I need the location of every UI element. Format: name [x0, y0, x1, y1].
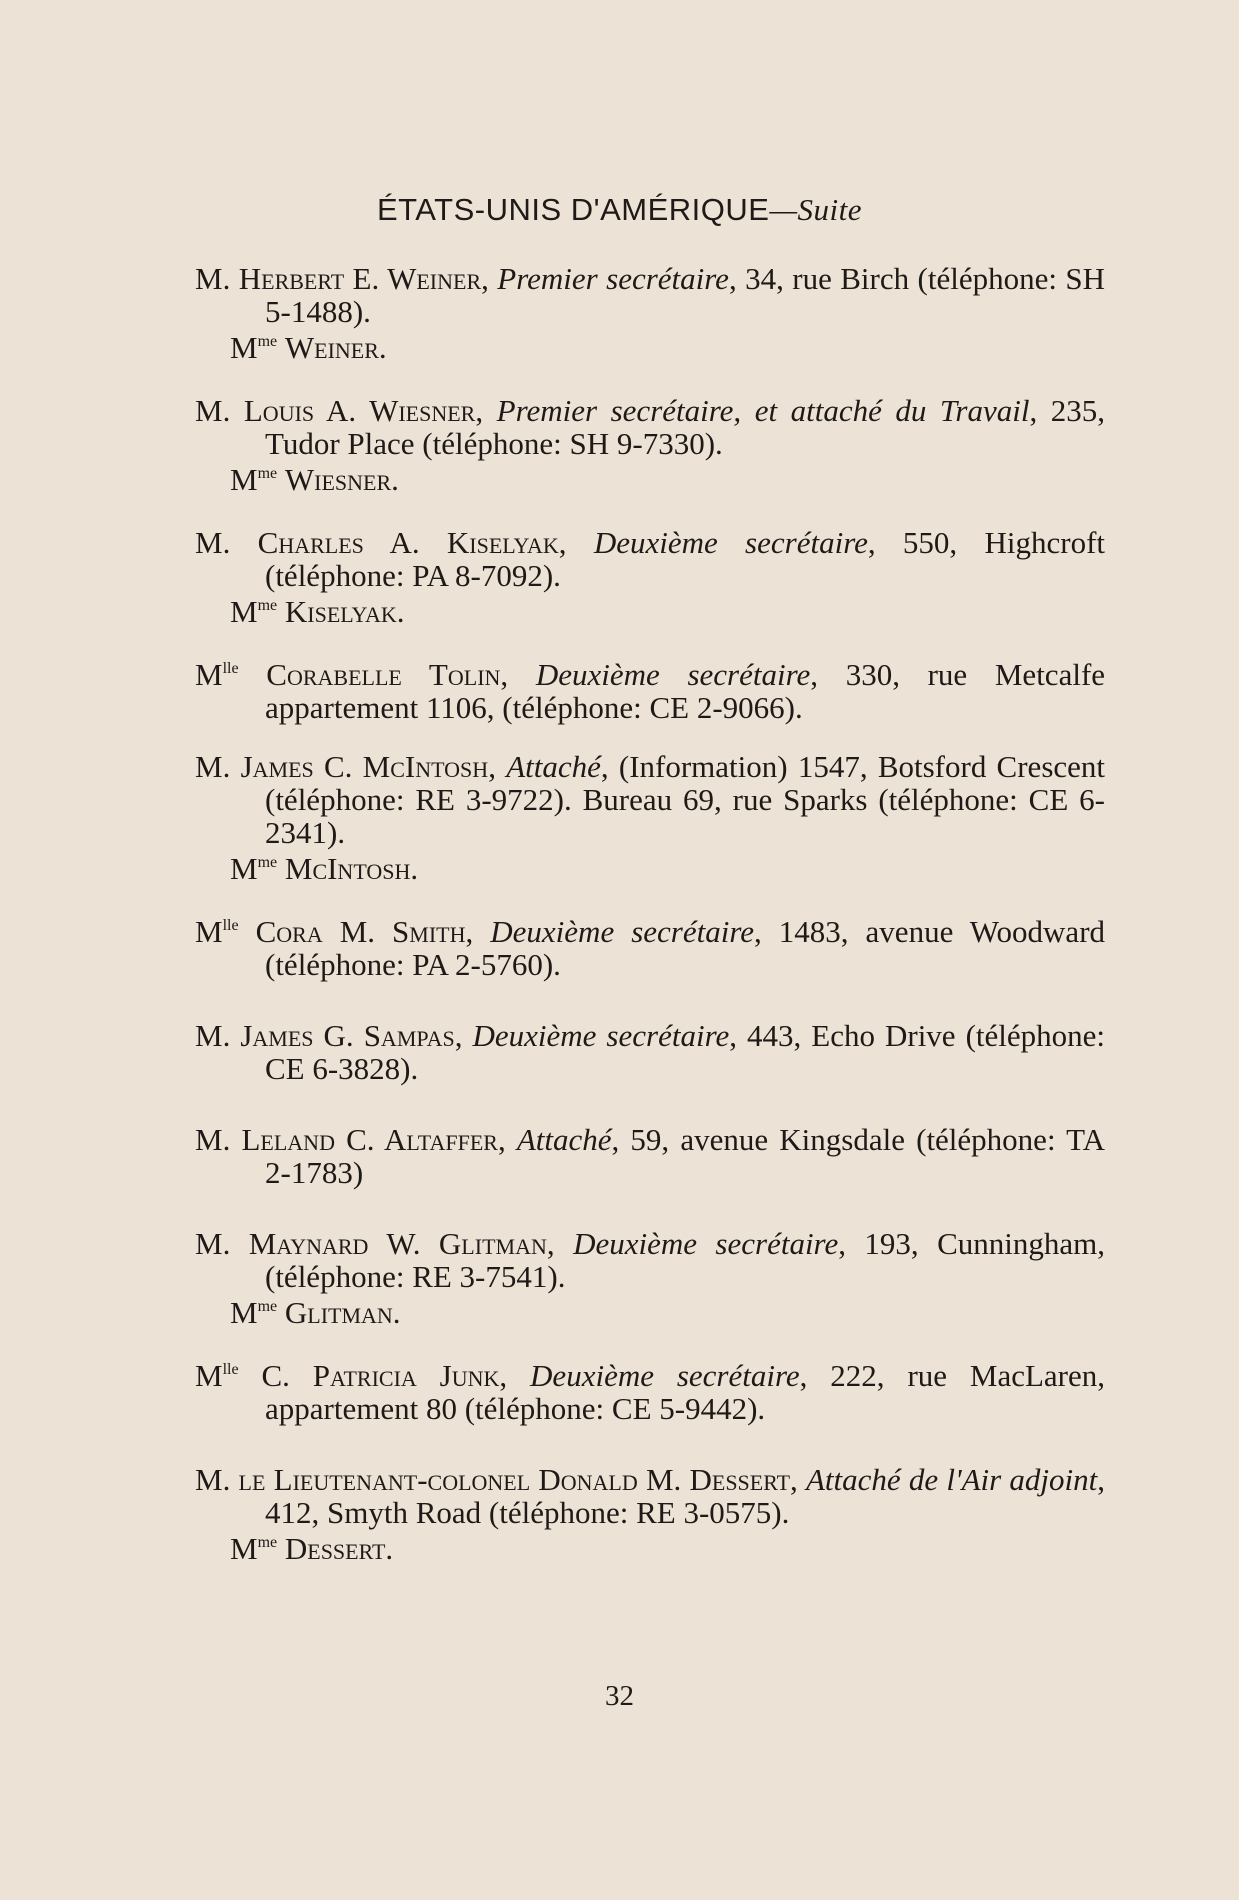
entry-spouse: $M^{me}$ McIntosh.: [230, 851, 419, 886]
entry-address: , 235, Tudor Place (téléphone: SH 9-7330).: [265, 393, 1106, 461]
header-title: ÉTATS-UNIS D'AMÉRIQUE: [376, 192, 770, 227]
header-suite: —Suite: [769, 192, 863, 227]
entry-role: Deuxième secrétaire: [593, 525, 868, 560]
entry: M. Leland C. Altaffer, Attaché, 59, avenue Kingsdale (téléphone: TA 2-1783): [195, 1122, 1105, 1190]
entry-address: , 1483, avenue Woodward (téléphone: PA 2-5760).: [265, 914, 1106, 982]
entry: $M^{lle}$ Cora M. Smith, Deuxième secrétaire, 1483, avenue Woodward (téléphone: PA 2-5760).: [195, 914, 1106, 982]
entry: M. James C. McIntosh, Attaché, (Information) 1547, Botsford Crescent (téléphone: RE 3-9722). Bureau 69, rue Sparks (téléphone: CE 6-2341). $M^{me}$ McIntosh.: [195, 749, 1106, 886]
entry-spouse: $M^{me}$ Glitman.: [230, 1295, 401, 1330]
entry: M. Herbert E. Weiner, Premier secrétaire, 34, rue Birch (téléphone: SH 5-1488). $M^{me}$ Weiner.: [195, 261, 1106, 365]
entry-address: , 330, rue Metcalfe appartement 1106, (téléphone: CE 2-9066).: [265, 657, 1106, 725]
entry: $M^{lle}$ C. Patricia Junk, Deuxième secrétaire, 222, rue MacLaren, appartement 80 (téléphone: CE 5-9442).: [195, 1358, 1106, 1426]
entry-address: , 443, Echo Drive (téléphone: CE 6-3828).: [265, 1018, 1106, 1086]
entry-role: Deuxième secrétaire: [573, 1226, 839, 1261]
entry-name: Corabelle Tolin: [266, 657, 501, 692]
entry-address: , 193, Cunningham, (téléphone: RE 3-7541).: [265, 1226, 1106, 1294]
entry-list: [195, 262, 1105, 1567]
page-number: 32: [605, 1680, 634, 1712]
entry-address: , (Information) 1547, Botsford Crescent (téléphone: RE 3-9722). Bureau 69, rue Sparks (téléphone: CE 6-2341).: [265, 749, 1106, 850]
entry-name: Leland C. Altaffer: [241, 1122, 498, 1157]
entry-address: , 59, avenue Kingsdale (téléphone: TA 2-1783): [265, 1122, 1105, 1190]
entry-role: Attaché: [506, 749, 601, 784]
entry-name: Charles A. Kiselyak: [257, 525, 559, 560]
entry-role: Deuxième secrétaire: [535, 657, 811, 692]
entry-name: Herbert E. Weiner: [238, 261, 482, 296]
entry-address: , 550, Highcroft (téléphone: PA 8-7092).: [265, 525, 1106, 593]
page-header: [0, 192, 1239, 228]
entry-role: Deuxième secrétaire: [490, 914, 755, 949]
entry-name: Maynard W. Glitman: [248, 1226, 547, 1261]
entry-spouse: $M^{me}$ Kiselyak.: [230, 594, 405, 629]
entry-role: Deuxième secrétaire: [530, 1358, 800, 1393]
entry-role: Premier secrétaire, et attaché du Travail: [496, 393, 1030, 428]
entry-spouse: $M^{me}$ Wiesner.: [230, 462, 399, 497]
entry-address: , 412, Smyth Road (téléphone: RE 3-0575).: [265, 1462, 1106, 1530]
entry-name: le Lieutenant-colonel Donald M. Dessert: [238, 1462, 791, 1497]
entry: M. James G. Sampas, Deuxième secrétaire, 443, Echo Drive (téléphone: CE 6-3828).: [195, 1018, 1106, 1086]
entry: M. le Lieutenant-colonel Donald M. Dessert, Attaché de l'Air adjoint, 412, Smyth Road (téléphone: RE 3-0575). $M^{me}$ Dessert.: [195, 1462, 1106, 1566]
entry-address: , 34, rue Birch (téléphone: SH 5-1488).: [265, 261, 1106, 329]
entry: M. Louis A. Wiesner, Premier secrétaire, et attaché du Travail, 235, Tudor Place (téléphone: SH 9-7330). $M^{me}$ Wiesner.: [195, 393, 1106, 497]
entry-address: , 222, rue MacLaren, appartement 80 (téléphone: CE 5-9442).: [265, 1358, 1106, 1426]
entry: M. Charles A. Kiselyak, Deuxième secrétaire, 550, Highcroft (téléphone: PA 8-7092). $M^{me}$ Kiselyak.: [195, 525, 1106, 629]
entry-role: Premier secrétaire: [497, 261, 729, 296]
entry: $M^{lle}$ Corabelle Tolin, Deuxième secrétaire, 330, rue Metcalfe appartement 1106, (téléphone: CE 2-9066).: [195, 657, 1106, 725]
entry-name: C. Patricia Junk: [261, 1358, 500, 1393]
entry-spouse: $M^{me}$ Weiner.: [230, 330, 387, 365]
entry-name: James C. McIntosh: [240, 749, 489, 784]
entry-name: Louis A. Wiesner: [243, 393, 476, 428]
entry-role: Attaché de l'Air adjoint: [806, 1462, 1098, 1497]
entry-role: Attaché: [516, 1122, 612, 1157]
entry-role: Deuxième secrétaire: [472, 1018, 730, 1053]
entry: M. Maynard W. Glitman, Deuxième secrétaire, 193, Cunningham, (téléphone: RE 3-7541). $M^{me}$ Glitman.: [195, 1226, 1106, 1330]
entry-spouse: $M^{me}$ Dessert.: [230, 1531, 394, 1566]
entry-name: Cora M. Smith: [255, 914, 466, 949]
entry-name: James G. Sampas: [240, 1018, 455, 1053]
